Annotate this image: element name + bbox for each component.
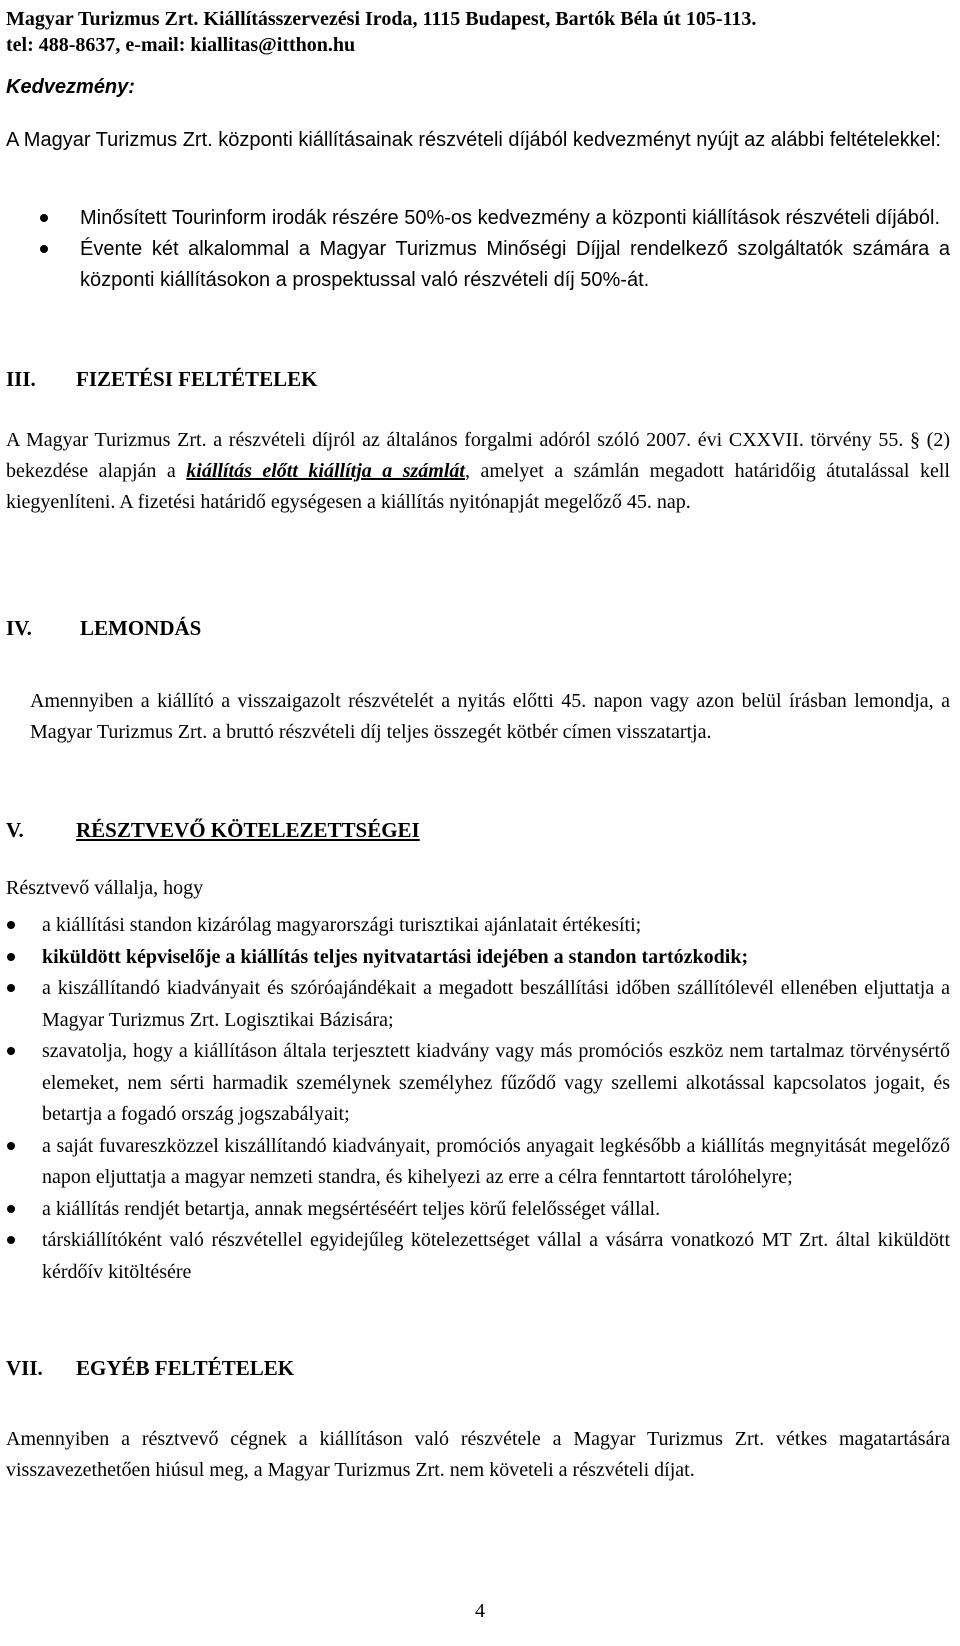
section-number: IV.: [6, 616, 32, 640]
bullet-icon: [7, 1047, 15, 1055]
list-item: kiküldött képviselője a kiállítás teljes nyitvatartási idejében a standon tartózkodik;: [6, 942, 950, 974]
section-4-text: Amennyiben a kiállító a visszaigazolt részvételét a nyitás előtti 45. napon vagy azon belül írásban lemondja, a Magyar Turizmus Zrt. a bruttó részvételi díj teljes összegét kötbér címen visszatartja.: [30, 690, 950, 743]
obligations-list: [6, 910, 950, 1288]
bullet-icon: [7, 953, 15, 961]
section-title: EGYÉB FELTÉTELEK: [76, 1356, 295, 1380]
bullet-icon: [7, 1236, 15, 1244]
bullet-icon: [40, 245, 48, 253]
emphasized-text: kiállítás előtt kiállítja a számlát: [186, 460, 465, 482]
bullet-icon: [7, 1205, 15, 1213]
section-number: VII.: [6, 1356, 43, 1380]
section-title: FIZETÉSI FELTÉTELEK: [76, 367, 318, 391]
list-item: Minősített Tourinform irodák részére 50%-os kedvezmény a központi kiállítások részvételi díjából.: [6, 203, 950, 234]
section-7-text: Amennyiben a résztvevő cégnek a kiállításon való részvétele a Magyar Turizmus Zrt. vétkes magatartására visszavezethetően hiúsul meg, a Magyar Turizmus Zrt. nem követeli a részvételi díjat.: [6, 1428, 950, 1481]
bullet-icon: [7, 921, 15, 929]
list-item: Évente két alkalommal a Magyar Turizmus Minőségi Díjjal rendelkező szolgáltatók számára a központi kiállításokon a prospektussal való részvételi díj 50%-át.: [6, 234, 950, 296]
list-item: a saját fuvareszközzel kiszállítandó kiadványait, promóciós anyagait legkésőbb a kiállítás megnyitását megelőző napon eljuttatja a magyar nemzeti standra, és kihelyezi az erre a célra fenntartott tárolóhelyre;: [6, 1131, 950, 1194]
list-item: a kiállítási standon kizárólag magyarországi turisztikai ajánlatait értékesíti;: [6, 910, 950, 942]
section-5-heading: [6, 818, 946, 843]
discount-title: Kedvezmény:: [6, 76, 135, 98]
list-item: a kiállítás rendjét betartja, annak megsértéséért teljes körű felelősséget vállal.: [6, 1194, 950, 1226]
page-number: 4: [475, 1600, 485, 1622]
section-5-intro: Résztvevő vállalja, hogy: [6, 877, 204, 899]
section-title: RÉSZTVEVŐ KÖTELEZETTSÉGEI: [76, 818, 420, 842]
section-number: III.: [6, 367, 36, 391]
section-3-text: A Magyar Turizmus Zrt. a részvételi díjról az általános forgalmi adóról szóló 2007. évi CXXVII. törvény 55. § (2) bekezdése alapján a kiállítás előtt kiállítja a számlát, amelyet a számlán megadott határidőig átutalással kell kiegyenlíteni. A fizetési határidő egységesen a kiállítás nyitónapját megelőző 45. nap.: [6, 429, 950, 513]
list-item: társkiállítóként való részvétellel egyidejűleg kötelezettséget vállal a vásárra vonatkozó MT Zrt. által kiküldött kérdőív kitöltésére: [6, 1225, 950, 1288]
section-7-heading: [6, 1356, 946, 1381]
discount-intro: A Magyar Turizmus Zrt. központi kiállításainak részvételi díjából kedvezményt nyújt az alábbi feltételekkel:: [6, 129, 941, 151]
header-line-2: tel: 488-8637, e-mail: kiallitas@itthon.hu: [6, 34, 356, 56]
bullet-icon: [40, 214, 48, 222]
section-3-heading: [6, 367, 946, 392]
header-line-1: Magyar Turizmus Zrt. Kiállításszervezési Iroda, 1115 Budapest, Bartók Béla út 105-113.: [6, 8, 757, 30]
bullet-icon: [7, 984, 15, 992]
discount-list: [6, 203, 950, 296]
bullet-icon: [7, 1142, 15, 1150]
list-item: a kiszállítandó kiadványait és szóróajándékait a megadott beszállítási időben szállítólevél ellenében eljuttatja a Magyar Turizmus Zrt. Logisztikai Bázisára;: [6, 973, 950, 1036]
list-item: szavatolja, hogy a kiállításon általa terjesztett kiadvány vagy más promóciós eszköz nem tartalmaz törvénysértő elemeket, nem sérti harmadik személynek személyhez fűződő vagy szellemi alkotással kapcsolatos jogait, és betartja a fogadó ország jogszabályait;: [6, 1036, 950, 1131]
section-number: V.: [6, 818, 24, 842]
section-title: LEMONDÁS: [80, 616, 202, 640]
section-4-heading: [6, 616, 946, 641]
